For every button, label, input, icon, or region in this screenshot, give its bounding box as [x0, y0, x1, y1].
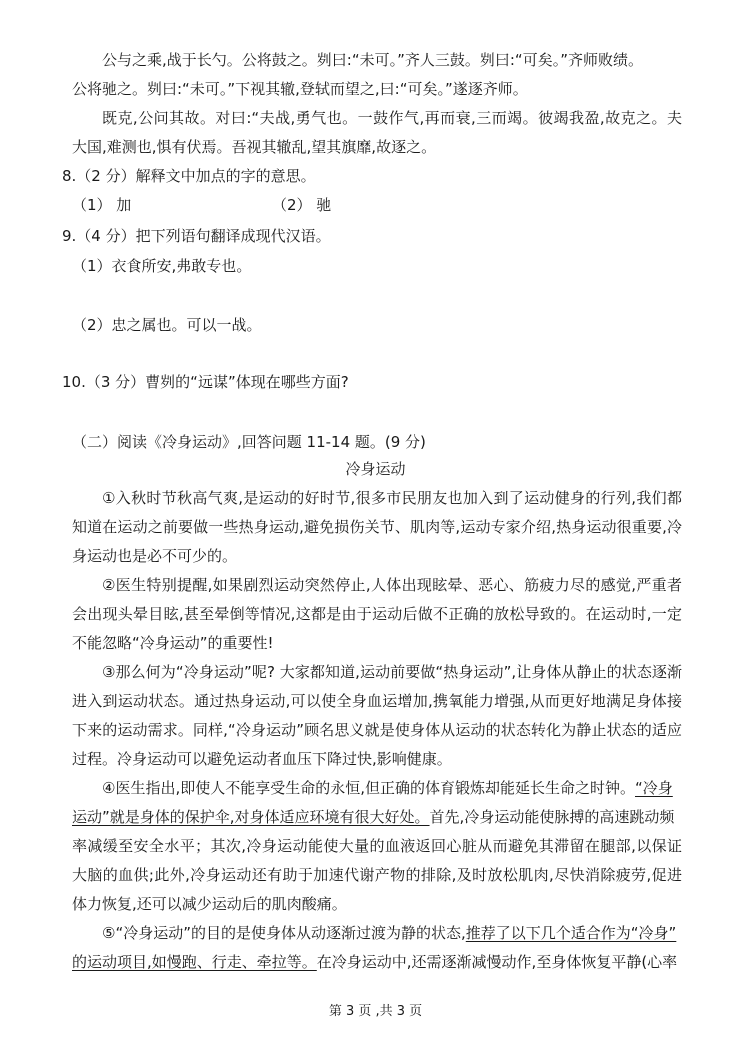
para1-line3: 身运动也是必不可少的。 [72, 547, 238, 565]
article-title: 冷身运动 [345, 460, 406, 478]
classical-p2-line1: 既克,公问其故。对曰:“夫战,勇气也。一鼓作气,再而衰,三而竭。彼竭我盈,故克之。夫 [102, 109, 682, 127]
para5-underlined-start: 推荐了以下几个适合作为“冷身” [465, 924, 677, 942]
para4-line2-text: 首先,冷身运动能使脉搏的高速跳动频 [429, 808, 675, 826]
question-9-stem: 9.（4 分）把下列语句翻译成现代汉语。 [62, 227, 331, 245]
classical-p1-line1: 公与之乘,战于长勺。公将鼓之。刿曰:“未可。”齐人三鼓。刿曰:“可矣。”齐师败绩。 [102, 51, 643, 69]
para5-line1-text: ⑤“冷身运动”的目的是使身体从动逐渐过渡为静的状态, [102, 924, 466, 942]
para1-line1: ①入秋时节秋高气爽,是运动的好时节,很多市民朋友也加入到了运动健身的行列,我们都 [102, 489, 682, 507]
para2-line3: 不能忽略“冷身运动”的重要性! [72, 634, 274, 652]
question-8-option-1: （1） 加 [72, 196, 132, 214]
para4-underlined-start: “冷身 [635, 779, 673, 797]
classical-p2-line2: 大国,难测也,惧有伏焉。吾视其辙乱,望其旗靡,故逐之。 [72, 138, 437, 156]
question-8-option-2: （2） 驰 [272, 196, 332, 214]
para3-line1: ③那么何为“冷身运动”呢? 大家都知道,运动前要做“热身运动”,让身体从静止的状态逐渐 [102, 663, 682, 681]
para4-line1 [102, 776, 673, 800]
para4-underlined-end: 运动”就是身体的保护伞,对身体适应环境有很大好处。 [72, 808, 430, 826]
para3-line3: 下来的运动需求。同样,“冷身运动”顾名思义就是使身体从运动的状态转化为静止状态的适应 [72, 721, 682, 739]
question-8-stem: 8.（2 分）解释文中加点的字的意思。 [62, 167, 316, 185]
para2-line2: 会出现头晕目眩,甚至晕倒等情况,这都是由于运动后做不正确的放松导致的。在运动时,一定 [72, 605, 682, 623]
para5-line2 [72, 950, 677, 974]
question-10-stem: 10.（3 分）曹刿的“远谋”体现在哪些方面? [62, 373, 349, 391]
para4-line1-text: ④医生指出,即使人不能享受生命的永恒,但正确的体育锻炼却能延长生命之时钟。 [102, 779, 635, 797]
para5-line1 [102, 921, 676, 945]
para2-line1: ②医生特别提醒,如果剧烈运动突然停止,人体出现眩晕、恶心、筋疲力尽的感觉,严重者 [102, 576, 682, 594]
para3-line2: 进入到运动状态。通过热身运动,可以使全身血运增加,携氧能力增强,从而更好地满足身体接 [72, 692, 682, 710]
para3-line4: 过程。冷身运动可以避免运动者血压下降过快,影响健康。 [72, 750, 452, 768]
para5-underlined-end: 的运动项目,如慢跑、行走、牵拉等。 [72, 953, 317, 971]
para1-line2: 知道在运动之前要做一些热身运动,避免损伤关节、肌肉等,运动专家介绍,热身运动很重要,冷 [72, 518, 682, 536]
question-9-sentence-1: （1）衣食所安,弗敢专也。 [72, 257, 252, 275]
para5-line2-text: 在冷身运动中,还需逐渐减慢动作,至身体恢复平静(心率 [316, 953, 678, 971]
para4-line2 [72, 805, 674, 829]
para4-line4: 大脑的血供;此外,冷身运动还有助于加速代谢产物的排除,及时放松肌肉,尽快消除疲劳,促进 [72, 866, 682, 884]
section-2-intro: （二）阅读《冷身运动》,回答问题 11-14 题。(9 分) [72, 433, 426, 451]
page-footer: 第 3 页 ,共 3 页 [328, 1004, 423, 1019]
para4-line3: 率减缓至安全水平；其次,冷身运动能使大量的血液返回心脏从而避免其滞留在腿部,以保证 [72, 837, 682, 855]
classical-p1-line2: 公将驰之。刿曰:“未可。”下视其辙,登轼而望之,曰:“可矣。”遂逐齐师。 [72, 80, 528, 98]
question-9-sentence-2: （2）忠之属也。可以一战。 [72, 316, 262, 334]
para4-line5: 体力恢复,还可以减少运动后的肌肉酸痛。 [72, 895, 347, 913]
